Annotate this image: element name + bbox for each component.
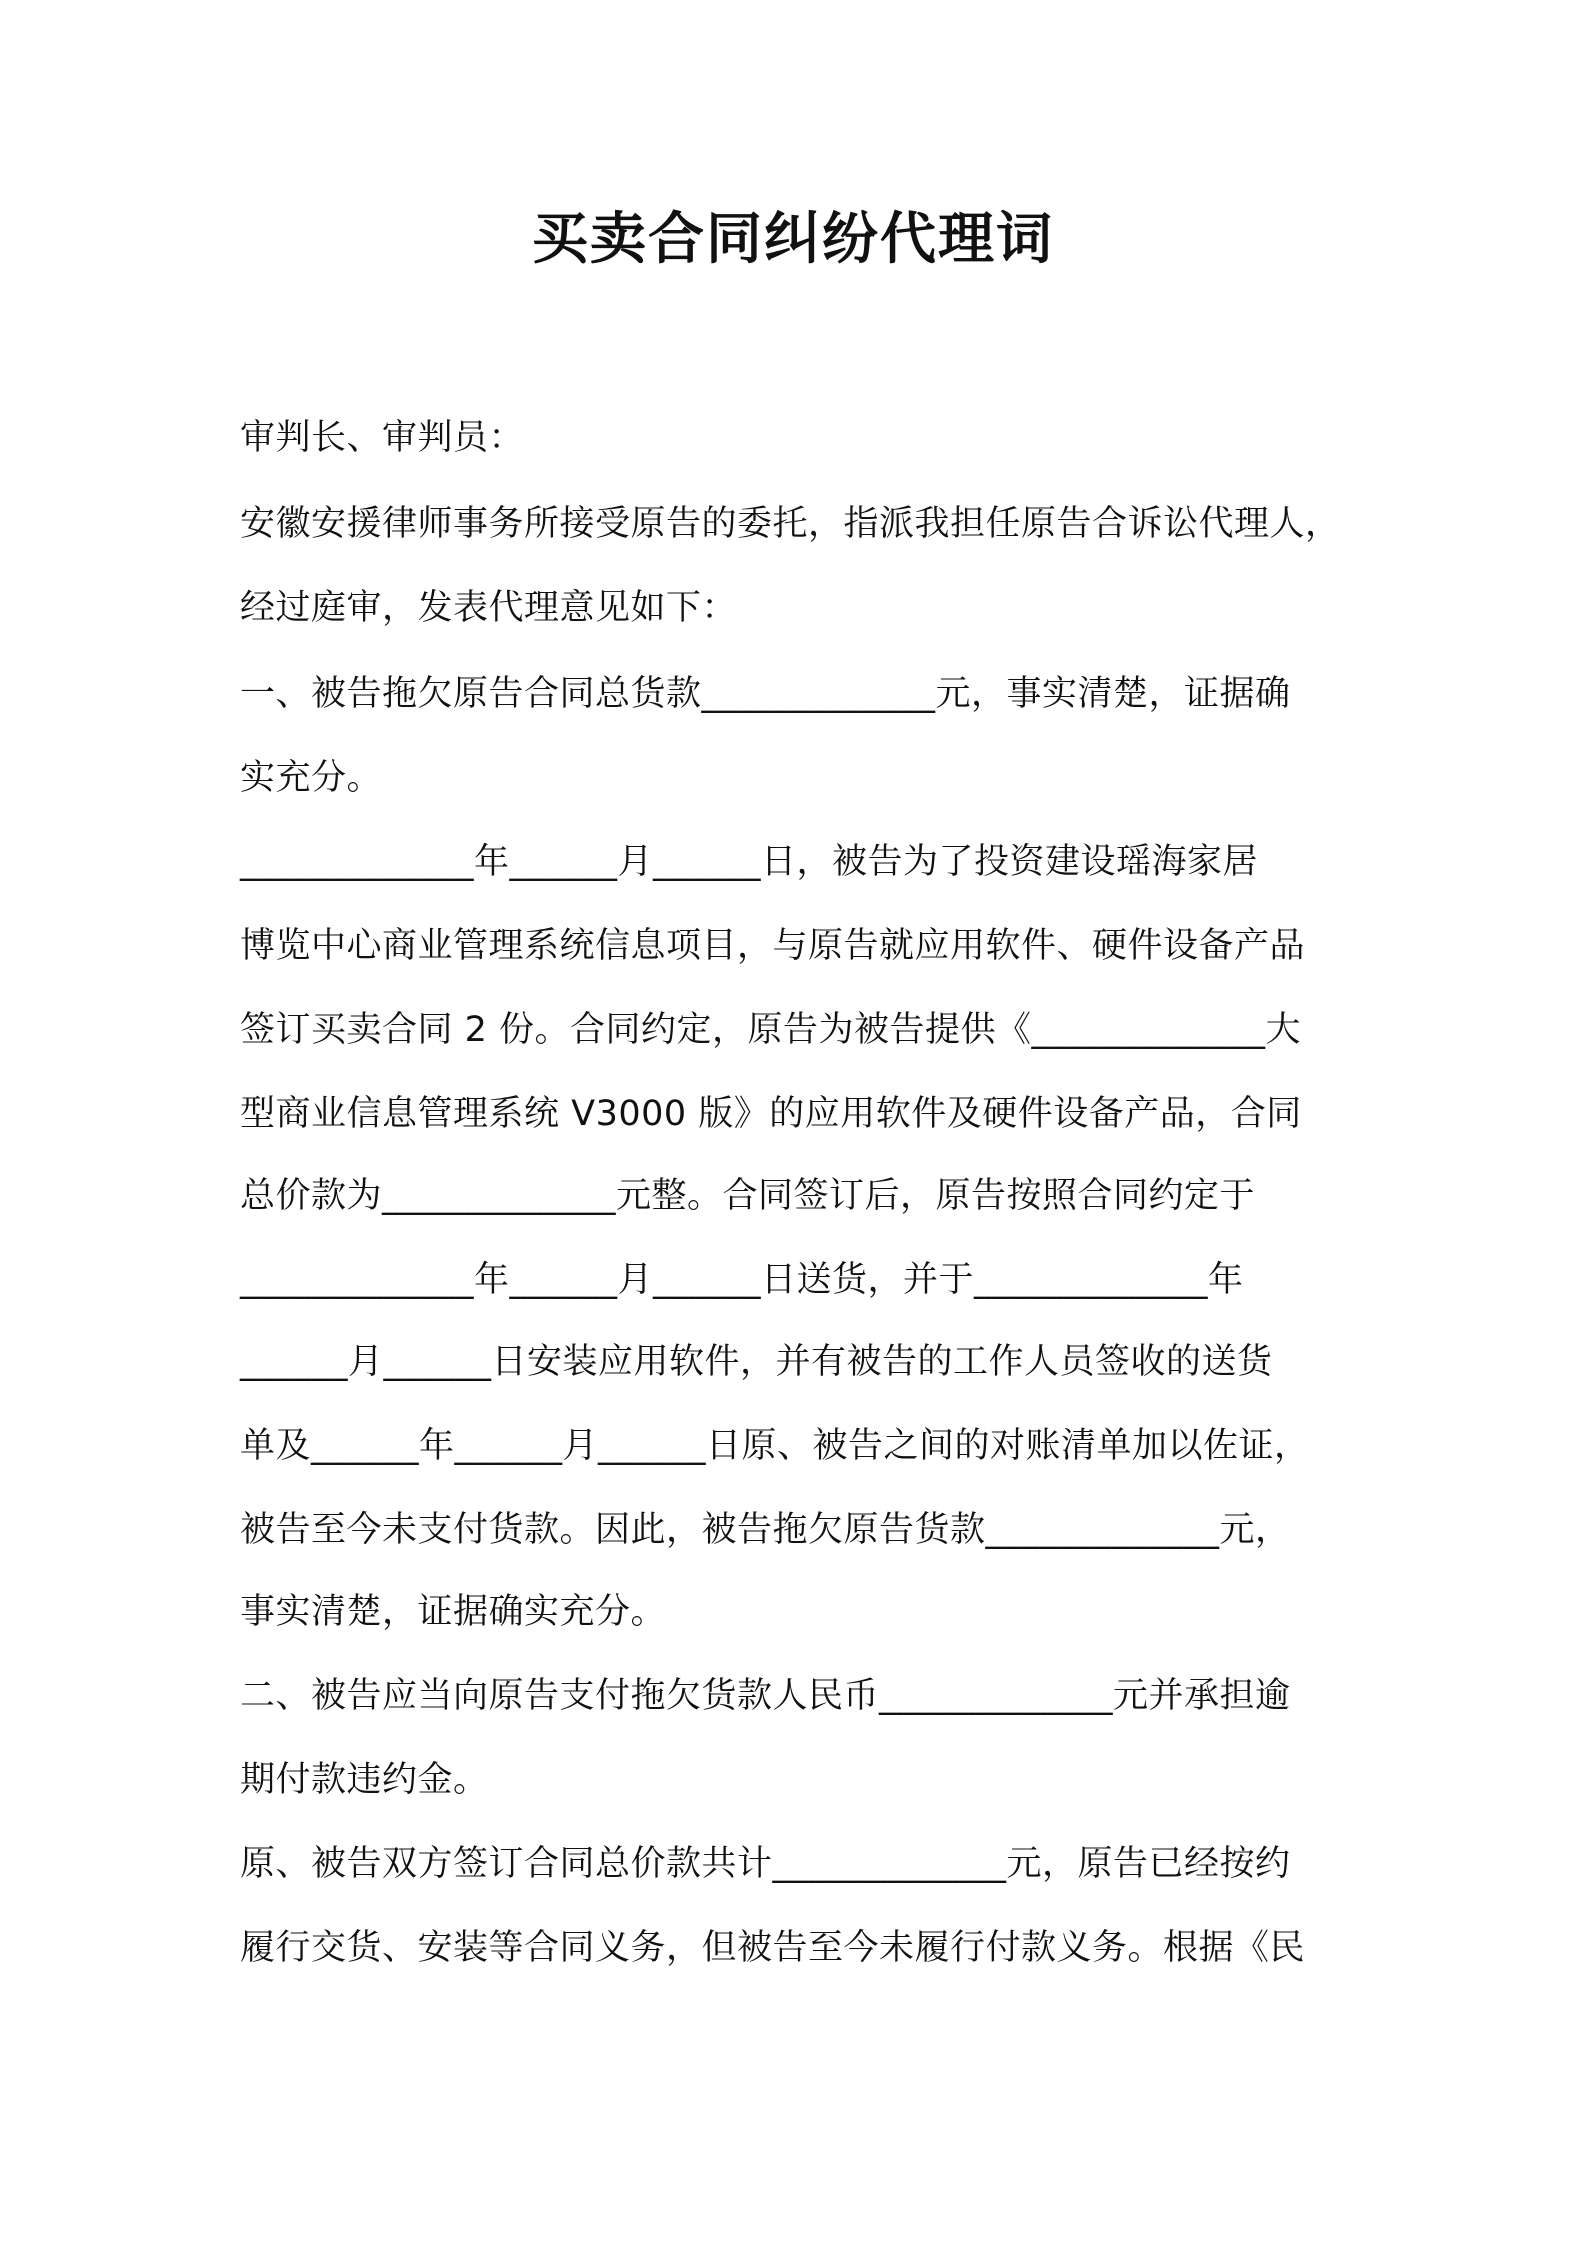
text-line: 实充分。 xyxy=(240,758,383,798)
text-line-salutation: 审判长、审判员： xyxy=(240,418,525,458)
text-line: 经过庭审，发表代理意见如下： xyxy=(240,588,738,628)
text-line-section-2: 二、被告应当向原告支付拖欠货款人民币_____________元并承担逾 xyxy=(240,1676,1291,1716)
text-line: 安徽安援律师事务所接受原告的委托，指派我担任原告合诉讼代理人， xyxy=(240,504,1341,544)
text-line: ______月______日安装应用软件，并有被告的工作人员签收的送货 xyxy=(240,1342,1273,1382)
document-title: 买卖合同纠纷代理词 xyxy=(532,207,1054,272)
text-line: 博览中心商业管理系统信息项目，与原告就应用软件、硬件设备产品 xyxy=(240,926,1306,966)
text-line: 期付款违约金。 xyxy=(240,1760,489,1800)
text-line: _____________年______月______日，被告为了投资建设瑶海家居 xyxy=(240,842,1259,882)
text-line: 原、被告双方签订合同总价款共计_____________元，原告已经按约 xyxy=(240,1844,1291,1884)
text-line: 履行交货、安装等合同义务，但被告至今未履行付款义务。根据《民 xyxy=(240,1928,1306,1968)
text-line: 签订买卖合同 2 份。合同约定，原告为被告提供《_____________大 xyxy=(240,1010,1302,1050)
text-line: 单及______年______月______日原、被告之间的对账清单加以佐证， xyxy=(240,1426,1310,1466)
text-line-section-1: 一、被告拖欠原告合同总货款_____________元，事实清楚，证据确 xyxy=(240,674,1291,714)
text-line: 被告至今未支付货款。因此，被告拖欠原告货款_____________元， xyxy=(240,1510,1291,1550)
text-line: 型商业信息管理系统 V3000 版》的应用软件及硬件设备产品，合同 xyxy=(240,1094,1302,1134)
text-line: 总价款为_____________元整。合同签订后，原告按照合同约定于 xyxy=(240,1176,1256,1216)
text-line: _____________年______月______日送货，并于_____________年 xyxy=(240,1260,1244,1300)
text-line: 事实清楚，证据确实充分。 xyxy=(240,1592,667,1632)
